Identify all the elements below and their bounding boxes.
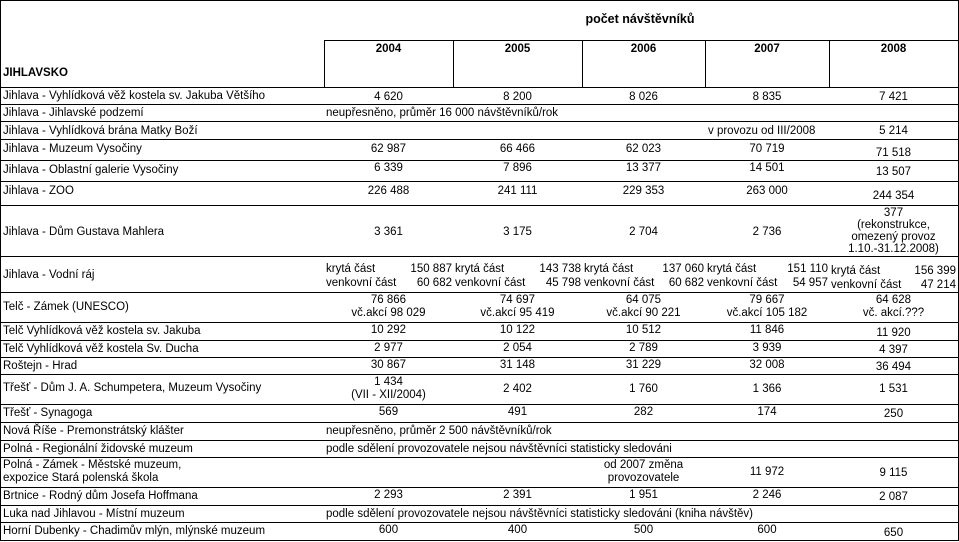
cell-2008: 244 354 <box>872 190 915 202</box>
grid-line <box>0 205 959 206</box>
cell-2006-line: od 2007 změna <box>603 459 684 471</box>
label-kryta: krytá část <box>326 263 376 275</box>
cell-2005: 2 391 <box>503 489 532 501</box>
cell-2007: 79 667 <box>749 294 785 306</box>
row-name: Jihlava - Vyhlídková brána Matky Boží <box>3 125 198 137</box>
cell-2007: v provozu od III/2008 <box>708 125 816 137</box>
cell-2004-line: 1 434 <box>374 376 403 388</box>
year-header-2007: 2007 <box>754 43 780 55</box>
cell-2004: 226 488 <box>367 185 410 197</box>
grid-line <box>0 404 959 405</box>
cell-2008: 1 531 <box>879 383 908 395</box>
cell-2004: 2 293 <box>374 489 403 501</box>
year-header-2005: 2005 <box>504 43 531 55</box>
region-label: JIHLAVSKO <box>3 67 68 79</box>
row-note: podle sdělení provozovatele nejsou návštěvníci statisticky sledováni <box>326 443 672 455</box>
row-name: Jihlava - Oblastní galerie Vysočiny <box>3 164 179 176</box>
row-name: Nová Říše - Premonstrátský klášter <box>3 425 184 437</box>
cell-2006: 64 075 <box>625 294 662 306</box>
grid-line <box>0 181 959 182</box>
cell-2007: 600 <box>757 524 777 536</box>
cell-2004: 2 977 <box>374 342 403 354</box>
row-name: Jihlava - Jihlavské podzemí <box>3 107 144 119</box>
year-header-2008: 2008 <box>880 43 907 55</box>
label-kryta: krytá část <box>584 263 634 275</box>
row-name: Horní Dubenky - Chadimův mlýn, mlýnské muzeum <box>3 525 266 537</box>
cell-2007: 32 008 <box>749 359 785 371</box>
value-venkovni: 60 682 <box>416 277 452 289</box>
cell-2008: 4 397 <box>879 344 908 356</box>
cell-2004: 600 <box>378 524 399 536</box>
row-note: neupřesněno, průměr 2 500 návštěvníků/rok <box>326 425 552 437</box>
cell-2005: 10 122 <box>499 324 536 336</box>
cell-2005: 2 402 <box>503 383 532 395</box>
cell-2008: 2 087 <box>879 491 908 503</box>
value-kryta: 150 887 <box>410 263 452 275</box>
cell-2005: 74 697 <box>499 294 536 306</box>
year-header-2004: 2004 <box>375 43 402 55</box>
cell-2007: 14 501 <box>749 162 785 174</box>
cell-2005: 7 896 <box>503 162 532 174</box>
cell-2007: 2 736 <box>752 226 782 238</box>
grid-line <box>0 0 1 541</box>
row-name: Brtnice - Rodný dům Josefa Hoffmana <box>3 490 198 502</box>
cell-2006: 1 951 <box>629 489 658 501</box>
grid-line <box>0 357 959 358</box>
cell-2008: 11 920 <box>876 327 911 339</box>
label-venkovni: venkovní část <box>584 277 655 289</box>
cell-2007: 11 972 <box>749 466 785 478</box>
cell-2006: 1 760 <box>629 383 658 395</box>
cell-2008: 71 518 <box>875 147 912 159</box>
cell-2006: 31 229 <box>625 359 662 371</box>
cell-2008-line: 377 <box>883 207 904 219</box>
grid-line <box>0 422 959 423</box>
cell-2005: 3 175 <box>503 226 532 238</box>
row-note: podle sdělení provozovatele nejsou návštěvníci statisticky sledováni (kniha návštěv) <box>326 508 754 520</box>
grid-line <box>0 160 959 161</box>
grid-line <box>0 457 959 458</box>
label-kryta: krytá část <box>707 263 757 275</box>
cell-2006: 229 353 <box>622 185 665 197</box>
row-note: neupřesněno, průměr 16 000 návštěvníků/rok <box>326 107 559 119</box>
row-name: Jihlava - Muzeum Vysočiny <box>3 143 142 155</box>
value-venkovni: 60 682 <box>668 277 704 289</box>
label-venkovni: venkovní část <box>707 277 778 289</box>
cell-2004: 3 361 <box>374 226 403 238</box>
row-name: Polná - Regionální židovské muzeum <box>3 443 193 455</box>
value-venkovni: 47 214 <box>920 279 956 291</box>
cell-2005: 241 111 <box>497 185 538 197</box>
cell-2004: 30 867 <box>370 359 407 371</box>
cell-2008: 5 214 <box>879 125 908 137</box>
cell-2008: 250 <box>883 408 904 420</box>
cell-2004: 4 620 <box>374 91 403 103</box>
cell-2004-line: (VII - XII/2004) <box>351 389 426 401</box>
row-name: Telč - Zámek (UNESCO) <box>3 301 129 313</box>
cell-2008: 650 <box>883 527 904 539</box>
row-name: Jihlava - Vyhlídková věž kostela sv. Jakuba Většího <box>3 90 266 102</box>
cell-2004-akce: vč.akcí 98 029 <box>351 307 426 319</box>
cell-2007: 11 846 <box>749 324 785 336</box>
cell-2006: 2 789 <box>629 342 658 354</box>
cell-2005: 31 148 <box>499 359 536 371</box>
cell-2005: 2 054 <box>503 342 532 354</box>
table-title: počet návštěvníků <box>585 12 695 26</box>
grid-line <box>0 121 959 122</box>
cell-2004: 62 987 <box>370 143 407 155</box>
cell-2008: 64 628 <box>875 294 912 306</box>
cell-2008-akce: vč. akcí.??? <box>862 307 925 319</box>
grid-line <box>0 0 959 1</box>
grid-line <box>0 292 959 293</box>
grid-line <box>0 256 959 257</box>
grid-line <box>324 40 959 41</box>
cell-2007: 263 000 <box>746 185 788 197</box>
row-name: Třešť - Dům J. A. Schumpetera, Muzeum Vysočiny <box>3 382 262 394</box>
grid-line <box>0 139 959 140</box>
grid-line <box>0 522 959 523</box>
cell-2007-akce: vč.akcí 105 182 <box>726 307 808 319</box>
cell-2008: 36 494 <box>875 361 912 373</box>
value-kryta: 143 738 <box>539 263 581 275</box>
cell-2004: 569 <box>378 406 399 418</box>
grid-line <box>0 104 959 105</box>
cell-2008-line: 1.10.-31.12.2008) <box>848 243 939 255</box>
value-kryta: 151 110 <box>787 263 828 275</box>
row-name: Luka nad Jihlavou - Místní muzeum <box>3 508 185 520</box>
label-kryta: krytá část <box>831 265 881 277</box>
cell-2007: 8 835 <box>752 91 782 103</box>
label-venkovni: venkovní část <box>326 277 397 289</box>
grid-line <box>0 374 959 375</box>
row-name: Jihlava - ZOO <box>3 185 74 197</box>
cell-2006: 10 512 <box>625 324 662 336</box>
cell-2008: 9 115 <box>879 467 908 479</box>
cell-2005: 8 200 <box>503 91 532 103</box>
grid-line <box>0 87 959 88</box>
cell-2007: 70 719 <box>749 143 785 155</box>
label-venkovni: venkovní část <box>831 279 902 291</box>
grid-line <box>0 440 959 441</box>
cell-2007: 3 939 <box>752 342 782 354</box>
cell-2004: 76 866 <box>370 294 407 306</box>
row-name-line: Polná - Zámek - Městské muzeum, <box>3 459 182 471</box>
value-kryta: 156 399 <box>914 265 956 277</box>
cell-2006: 13 377 <box>625 162 662 174</box>
cell-2006-line: provozovatele <box>607 472 680 484</box>
cell-2006: 282 <box>633 406 654 418</box>
cell-2007: 174 <box>757 406 777 418</box>
row-name: Jihlava - Vodní ráj <box>3 269 95 281</box>
cell-2005: 66 466 <box>499 143 536 155</box>
cell-2008: 13 507 <box>875 166 912 178</box>
cell-2008-line: omezený provoz <box>851 231 936 243</box>
label-kryta: krytá část <box>455 263 505 275</box>
grid-line <box>0 540 959 541</box>
cell-2005: 491 <box>507 406 528 418</box>
cell-2006: 62 023 <box>625 143 662 155</box>
cell-2007: 1 366 <box>752 383 782 395</box>
value-kryta: 137 060 <box>662 263 704 275</box>
cell-2006: 500 <box>633 524 654 536</box>
cell-2006-akce: vč.akcí 90 221 <box>606 307 681 319</box>
cell-2006: 8 026 <box>629 91 658 103</box>
cell-2004: 6 339 <box>374 162 403 174</box>
grid-line <box>0 340 959 341</box>
row-name: Jihlava - Dům Gustava Mahlera <box>3 226 165 238</box>
grid-line <box>0 322 959 323</box>
cell-2008: 7 421 <box>879 91 908 103</box>
row-name: Telč Vyhlídková věž kostela sv. Jakuba <box>3 325 201 337</box>
grid-line <box>0 487 959 488</box>
value-venkovni: 45 798 <box>545 277 581 289</box>
row-name-line: expozice Stará polenská škola <box>3 472 159 484</box>
year-header-2006: 2006 <box>630 43 657 55</box>
row-name: Telč Vyhlídková věž kostela Sv. Ducha <box>3 343 199 355</box>
cell-2006: 2 704 <box>629 226 658 238</box>
cell-2005: 400 <box>507 524 528 536</box>
label-venkovni: venkovní část <box>455 277 526 289</box>
cell-2007: 2 246 <box>752 489 782 501</box>
cell-2005-akce: vč.akcí 95 419 <box>480 307 555 319</box>
cell-2004: 10 292 <box>370 324 407 336</box>
row-name: Roštejn - Hrad <box>3 360 78 372</box>
row-name: Třešť - Synagoga <box>3 407 93 419</box>
value-venkovni: 54 957 <box>792 277 828 289</box>
cell-2008-line: (rekonstrukce, <box>857 219 930 231</box>
grid-line <box>0 505 959 506</box>
